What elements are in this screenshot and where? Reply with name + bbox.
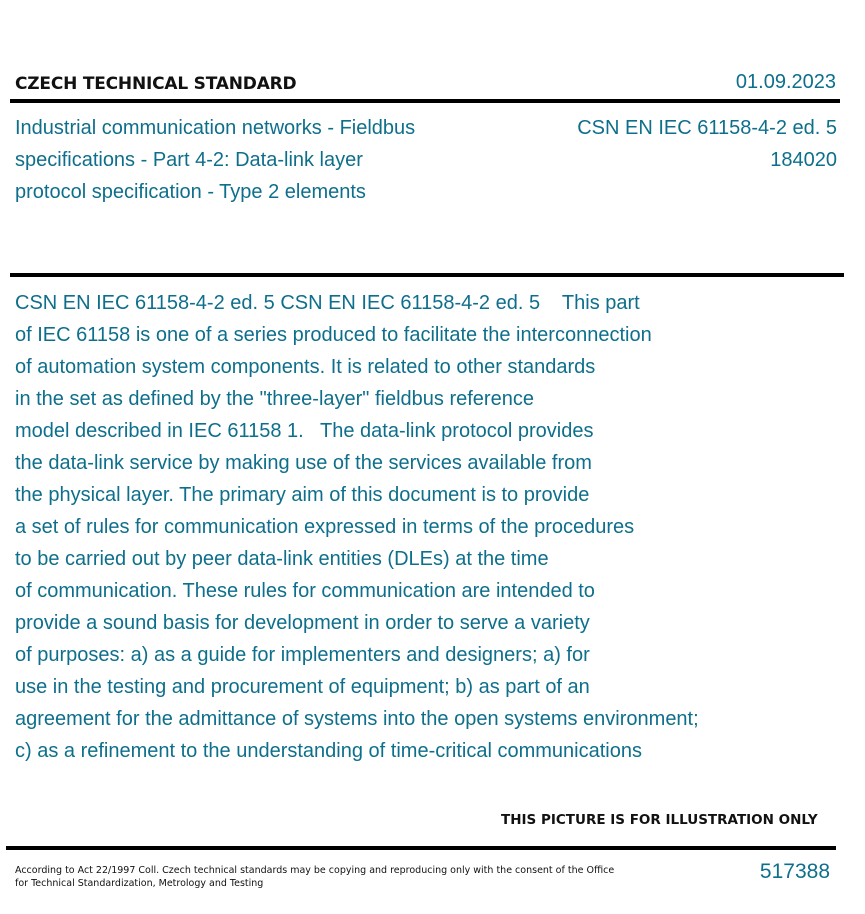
abstract-line: CSN EN IEC 61158-4-2 ed. 5 CSN EN IEC 61158-4-2 ed. 5 This part bbox=[15, 292, 640, 314]
document-type-label: CZECH TECHNICAL STANDARD bbox=[15, 74, 297, 94]
abstract-line: of communication. These rules for communication are intended to bbox=[15, 580, 595, 602]
abstract-line: agreement for the admittance of systems into the open systems environment; bbox=[15, 708, 699, 730]
abstract-line: the physical layer. The primary aim of this document is to provide bbox=[15, 484, 590, 506]
issue-date: 01.09.2023 bbox=[735, 71, 836, 93]
footer-divider bbox=[6, 846, 836, 850]
abstract-line: of IEC 61158 is one of a series produced to facilitate the interconnection bbox=[15, 324, 652, 346]
abstract-line: c) as a refinement to the understanding of time-critical communications bbox=[15, 740, 642, 762]
legal-notice-line: for Technical Standardization, Metrology and Testing bbox=[15, 878, 264, 889]
standard-title-line: protocol specification - Type 2 elements bbox=[15, 181, 366, 203]
abstract-line: the data-link service by making use of the services available from bbox=[15, 452, 592, 474]
abstract-line: of purposes: a) as a guide for implementers and designers; a) for bbox=[15, 644, 590, 666]
abstract-line: model described in IEC 61158 1. The data-link protocol provides bbox=[15, 420, 594, 442]
class-number: 184020 bbox=[770, 149, 837, 171]
abstract-line: a set of rules for communication expressed in terms of the procedures bbox=[15, 516, 635, 538]
catalog-number: 517388 bbox=[759, 860, 830, 883]
abstract-line: to be carried out by peer data-link entities (DLEs) at the time bbox=[15, 548, 549, 570]
standard-code: CSN EN IEC 61158-4-2 ed. 5 bbox=[577, 117, 837, 139]
legal-notice-line: According to Act 22/1997 Coll. Czech technical standards may be copying and reproducing only with the consent of the Office bbox=[15, 865, 615, 876]
abstract-line: of automation system components. It is related to other standards bbox=[15, 356, 596, 378]
abstract-line: in the set as defined by the "three-layer" fieldbus reference bbox=[15, 388, 534, 410]
standard-title-line: specifications - Part 4-2: Data-link layer bbox=[15, 149, 363, 171]
abstract-line: provide a sound basis for development in order to serve a variety bbox=[15, 612, 590, 634]
illustration-note: THIS PICTURE IS FOR ILLUSTRATION ONLY bbox=[501, 812, 818, 828]
standard-title-line: Industrial communication networks - Fieldbus bbox=[15, 117, 416, 139]
top-divider bbox=[10, 99, 840, 103]
legal-notice bbox=[15, 864, 614, 890]
abstract-line: use in the testing and procurement of equipment; b) as part of an bbox=[15, 676, 590, 698]
section-divider bbox=[10, 273, 844, 277]
